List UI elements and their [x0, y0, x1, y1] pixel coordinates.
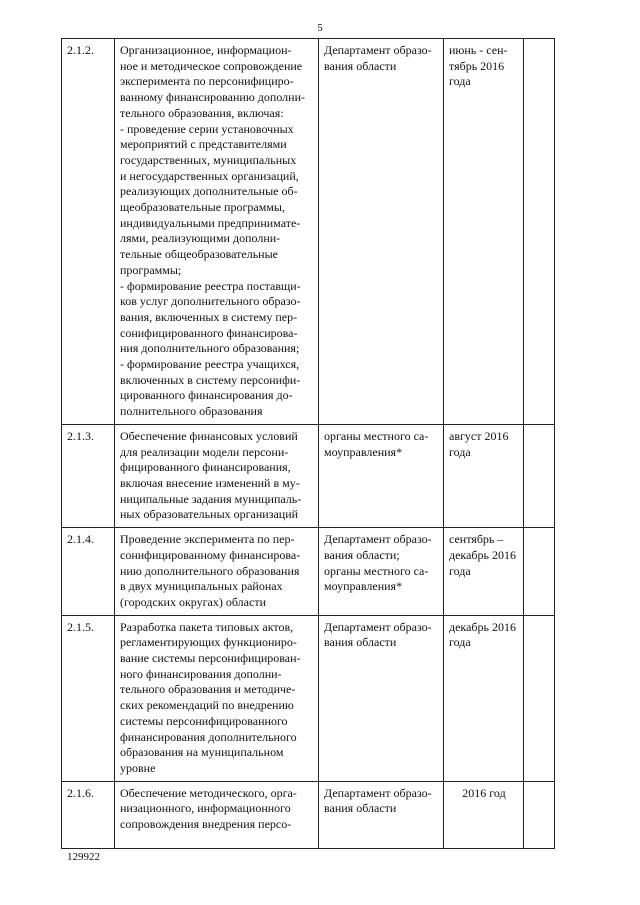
row-event: Обеспечение финансовых условий для реализации модели персони- фицированного финансирования, включая внесение изменений в му- ниципальные задания муниципаль- ных образовательных организаций	[115, 424, 319, 527]
document-code: 129922	[67, 851, 100, 863]
plan-table	[61, 38, 555, 849]
row-executor: Департамент образо- вания области	[319, 39, 444, 425]
row-term: июнь - сен- тябрь 2016 года	[444, 39, 524, 425]
row-note	[524, 615, 555, 781]
table-row	[62, 39, 555, 425]
row-event: Организационное, информацион- ное и методическое сопровождение эксперимента по персонифициро- ванному финансированию дополни- тельного образования, включая: - проведение серии установочных мероприятий с представителями государственных, муниципальных и негосударственных организаций, реализующих дополнительные об- щеобразовательные программы, индивидуальными предпринимате- лями, реализующими дополни- тельные общеобразовательные программы; - формирование реестра поставщи- ков услуг дополнительного образо- вания, включенных в систему пер- сонифицированного финансирова- ния дополнительного образования; - формирование реестра учащихся, включенных в систему персонифи- цированного финансирования до- полнительного образования	[115, 39, 319, 425]
row-executor: органы местного са- моуправления*	[319, 424, 444, 527]
row-note	[524, 781, 555, 848]
row-executor: Департамент образо- вания области	[319, 781, 444, 848]
row-number: 2.1.2.	[62, 39, 115, 425]
row-event: Обеспечение методического, орга- низационного, информационного сопровождения внедрения персо-	[115, 781, 319, 848]
row-number: 2.1.5.	[62, 615, 115, 781]
row-event: Разработка пакета типовых актов, регламентирующих функциониро- вание системы персонифицирован- ного финансирования дополни- тельного образования и методиче- ских рекомендаций по внедрению системы персонифицированного финансирования дополнительного образования на муниципальном уровне	[115, 615, 319, 781]
row-executor: Департамент образо- вания области; органы местного са- моуправления*	[319, 528, 444, 616]
row-term: сентябрь – декабрь 2016 года	[444, 528, 524, 616]
row-number: 2.1.4.	[62, 528, 115, 616]
table-row	[62, 615, 555, 781]
row-note	[524, 39, 555, 425]
row-term: август 2016 года	[444, 424, 524, 527]
row-executor: Департамент образо- вания области	[319, 615, 444, 781]
row-term: декабрь 2016 года	[444, 615, 524, 781]
row-note	[524, 528, 555, 616]
table-row	[62, 424, 555, 527]
row-note	[524, 424, 555, 527]
row-event: Проведение эксперимента по пер- сонифицированному финансирова- нию дополнительного образования в двух муниципальных районах (городских округах) области	[115, 528, 319, 616]
page-number: 5	[317, 22, 323, 34]
row-number: 2.1.6.	[62, 781, 115, 848]
row-number: 2.1.3.	[62, 424, 115, 527]
row-term: 2016 год	[444, 781, 524, 848]
table-row	[62, 781, 555, 848]
table-row	[62, 528, 555, 616]
